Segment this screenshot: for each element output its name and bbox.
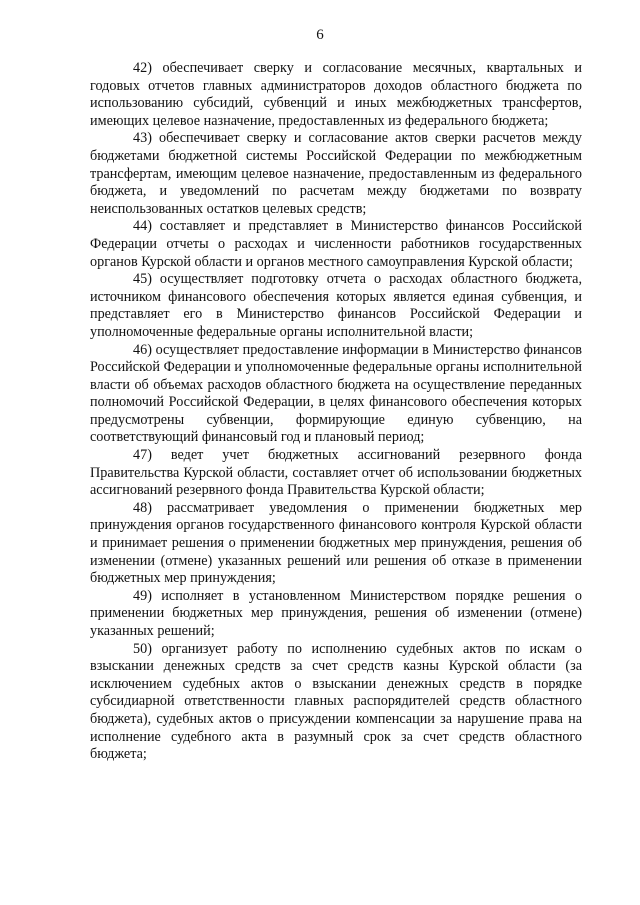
paragraph-item-43: 43) обеспечивает сверку и согласование актов сверки расчетов между бюджетами бюджетной системы Российской Федерации по межбюджетным трансфертам, имеющим целевое назначение, предоставленным из федерального бюджета, и уведомлений по расчетам между бюджетами по возврату неиспользованных остатков целевых средств;: [90, 130, 582, 217]
paragraph-item-45: 45) осуществляет подготовку отчета о расходах областного бюджета, источником финансового обеспечения которых является единая субвенция, и представляет его в Министерство финансов Российской Федерации и уполномоченные федеральные органы исполнительной власти;: [90, 271, 582, 340]
paragraph-item-44: 44) составляет и представляет в Министерство финансов Российской Федерации отчеты о расходах и численности работников государственных органов Курской области и органов местного самоуправления Курской области;: [90, 218, 582, 270]
paragraph-item-50: 50) организует работу по исполнению судебных актов по искам о взыскании денежных средств за счет средств казны Курской области (за исключением судебных актов о взыскании денежных средств в порядке субсидиарной ответственности главных распорядителей средств областного бюджета), судебных актов о присуждении компенсации за нарушение права на исполнение судебного акта в разумный срок за счет средств областного бюджета;: [90, 640, 582, 763]
paragraph-item-46: 46) осуществляет предоставление информации в Министерство финансов Российской Федерации и уполномоченные федеральные органы исполнительной власти об объемах расходов областного бюджета на осуществление переданных полномочий Российской Федерации, в целях финансового обеспечения которых предусмотрены субвенции, формирующие единую субвенцию, на соответствующий финансовый год и плановый период;: [90, 341, 582, 446]
paragraph-item-42: 42) обеспечивает сверку и согласование месячных, квартальных и годовых отчетов главных администраторов доходов областного бюджета по использованию субсидий, субвенций и иных межбюджетных трансфертов, имеющих целевое назначение, предоставленных из федерального бюджета;: [90, 60, 582, 129]
paragraph-item-49: 49) исполняет в установленном Министерством порядке решения о применении бюджетных мер принуждения, решения об изменении (отмене) указанных решений;: [90, 587, 582, 639]
document-body: [90, 60, 582, 764]
paragraph-item-48: 48) рассматривает уведомления о применении бюджетных мер принуждения органов государственного финансового контроля Курской области и принимает решения о применении бюджетных мер принуждения, решения об изменении (отмене) указанных решений или решения об отказе в применении бюджетных мер принуждения;: [90, 499, 582, 587]
paragraph-item-47: 47) ведет учет бюджетных ассигнований резервного фонда Правительства Курской области, составляет отчет об использовании бюджетных ассигнований резервного фонда Правительства Курской области;: [90, 447, 582, 499]
page-number: 6: [316, 27, 324, 43]
